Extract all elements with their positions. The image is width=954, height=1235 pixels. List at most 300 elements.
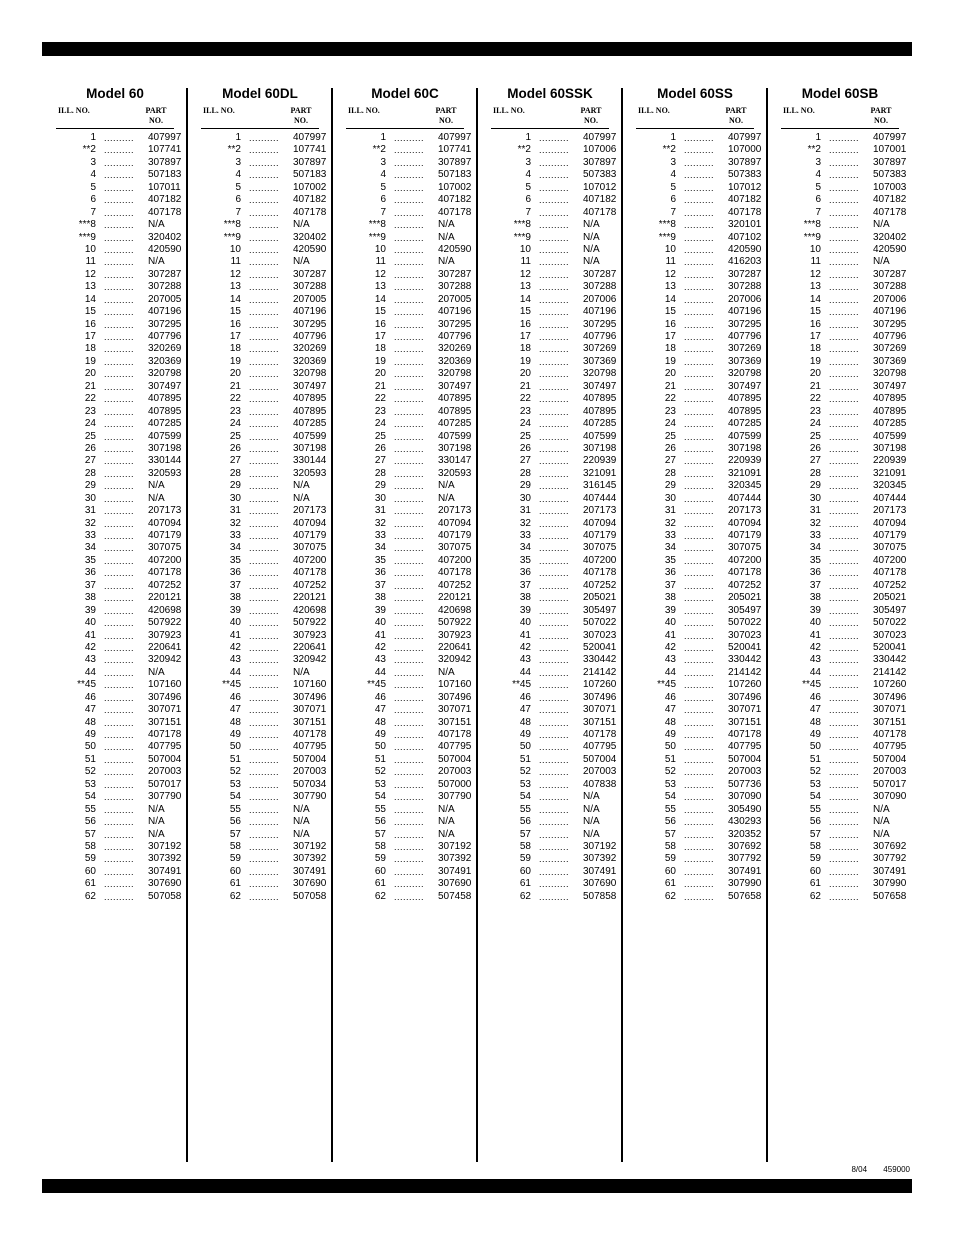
list-item [56, 530, 184, 542]
leader-dots: .......... [394, 854, 425, 865]
list-item [636, 580, 764, 592]
leader-dots: .......... [249, 605, 280, 616]
part-number: 507183 [293, 169, 327, 181]
ill-number: 40 [519, 617, 531, 629]
leader-dots: .......... [394, 593, 425, 604]
leader-dots: .......... [539, 356, 570, 367]
leader-dots: .......... [104, 543, 135, 554]
part-number: 507736 [728, 778, 762, 790]
list-item [491, 418, 619, 430]
list-item [56, 431, 184, 443]
ill-number: 35 [809, 554, 821, 566]
part-number: 320798 [728, 368, 762, 380]
part-number: 307897 [728, 156, 762, 168]
ill-number: 30 [374, 492, 386, 504]
list-item [491, 555, 619, 567]
leader-dots: .......... [829, 642, 860, 653]
ill-number: 38 [374, 592, 386, 604]
part-number: 407796 [438, 331, 472, 342]
list-item [201, 455, 329, 467]
part-number: 214142 [728, 666, 762, 678]
leader-dots: .......... [104, 531, 135, 541]
part-number: 205021 [583, 592, 617, 604]
part-number: 407252 [148, 579, 182, 591]
parts-list [491, 132, 619, 903]
list-item [346, 829, 474, 841]
leader-dots: .......... [249, 356, 280, 367]
leader-dots: .......... [539, 866, 570, 877]
part-number: 307295 [728, 318, 762, 330]
list-item [781, 804, 909, 816]
part-number: 307269 [728, 343, 762, 355]
ill-number: **45 [77, 679, 96, 691]
leader-dots: .......... [394, 443, 425, 454]
list-item [56, 617, 184, 629]
list-item [201, 331, 329, 343]
list-item [781, 281, 909, 293]
list-item [56, 169, 184, 181]
list-item [56, 393, 184, 405]
part-number: 407178 [438, 567, 472, 579]
list-item [636, 418, 764, 430]
list-item [781, 319, 909, 331]
ill-number: **45 [512, 679, 531, 691]
leader-dots: .......... [104, 195, 135, 206]
ill-number: 7 [815, 206, 821, 218]
list-item [56, 841, 184, 853]
part-number: 507004 [873, 753, 907, 765]
leader-dots: .......... [394, 282, 425, 293]
list-item [491, 804, 619, 816]
part-number: 407179 [583, 530, 617, 541]
ill-number: 47 [519, 704, 531, 716]
leader-dots: .......... [684, 307, 715, 318]
part-number: 407895 [148, 405, 182, 417]
list-item [491, 592, 619, 604]
ill-number: 61 [519, 878, 531, 890]
leader-dots: .......... [539, 779, 570, 790]
column-divider [186, 88, 188, 1162]
list-item [56, 555, 184, 567]
ill-number: ***8 [223, 219, 241, 231]
list-item [781, 468, 909, 480]
leader-dots: .......... [539, 493, 570, 504]
part-number: N/A [438, 492, 455, 504]
part-number: N/A [438, 816, 455, 828]
list-item [636, 667, 764, 679]
leader-dots: .......... [104, 319, 135, 330]
ill-number: 62 [229, 890, 241, 902]
ill-number: 16 [664, 318, 676, 330]
ill-number: 31 [664, 505, 676, 517]
ill-number: 36 [84, 567, 96, 579]
ill-number: 24 [519, 418, 531, 430]
list-item [201, 829, 329, 841]
list-item [781, 853, 909, 865]
list-item [56, 654, 184, 666]
leader-dots: .......... [394, 232, 425, 243]
list-item [636, 505, 764, 517]
part-number: 207006 [728, 293, 762, 305]
leader-dots: .......... [539, 207, 570, 218]
leader-dots: .......... [684, 817, 715, 828]
part-number: 320402 [873, 231, 907, 243]
list-item [781, 256, 909, 268]
list-item [346, 132, 474, 144]
part-number: 320798 [293, 368, 327, 380]
ill-number: ***9 [658, 231, 676, 243]
list-item [491, 717, 619, 729]
list-item [346, 368, 474, 380]
ill-number: 33 [664, 530, 676, 541]
list-item [491, 829, 619, 841]
list-item [491, 729, 619, 741]
part-number: 307897 [873, 156, 907, 168]
leader-dots: .......... [539, 294, 570, 305]
leader-dots: .......... [829, 518, 860, 529]
leader-dots: .......... [684, 630, 715, 641]
ill-number: 57 [229, 828, 241, 840]
leader-dots: .......... [539, 157, 570, 168]
leader-dots: .......... [829, 332, 860, 342]
leader-dots: .......... [539, 282, 570, 293]
list-item [346, 542, 474, 554]
leader-dots: .......... [539, 170, 570, 181]
list-item [201, 841, 329, 853]
part-number: 307497 [873, 380, 907, 392]
list-item [201, 194, 329, 206]
leader-dots: .......... [394, 381, 425, 392]
list-item [491, 704, 619, 716]
part-number: 107260 [728, 679, 762, 691]
part-number: 107741 [438, 144, 472, 156]
leader-dots: .......... [249, 493, 280, 504]
part-number: 307897 [293, 156, 327, 168]
leader-dots: .......... [394, 394, 425, 405]
part-number: 107012 [583, 181, 617, 193]
leader-dots: .......... [394, 307, 425, 318]
part-number: N/A [438, 828, 455, 840]
list-item [346, 642, 474, 654]
list-item [491, 679, 619, 691]
ill-number: 40 [374, 617, 386, 629]
ill-number: 4 [670, 169, 676, 181]
ill-number: 43 [229, 654, 241, 666]
ill-number: 53 [809, 778, 821, 790]
leader-dots: .......... [104, 145, 135, 156]
leader-dots: .......... [394, 568, 425, 579]
leader-dots: .......... [539, 269, 570, 280]
part-number: 320798 [438, 368, 472, 380]
list-item [201, 393, 329, 405]
leader-dots: .......... [249, 767, 280, 778]
list-item [781, 331, 909, 343]
part-number: 107006 [583, 144, 617, 156]
part-number: 407178 [293, 206, 327, 218]
column-header [346, 106, 464, 129]
list-item [346, 692, 474, 704]
leader-dots: .......... [249, 555, 280, 566]
column-divider [476, 88, 478, 1162]
part-number: 330147 [438, 455, 472, 467]
list-item [781, 891, 909, 903]
list-item [56, 269, 184, 281]
leader-dots: .......... [829, 680, 860, 691]
column-divider [331, 88, 333, 1162]
part-number: 407182 [583, 194, 617, 206]
part-number: 407796 [728, 331, 762, 342]
leader-dots: .......... [249, 742, 280, 753]
list-item [346, 667, 474, 679]
ill-number: 16 [519, 318, 531, 330]
part-number: 307392 [148, 853, 182, 865]
list-item [636, 741, 764, 753]
part-number: N/A [148, 666, 165, 678]
leader-dots: .......... [104, 282, 135, 293]
part-number: 107160 [148, 679, 182, 691]
ill-number: 24 [809, 418, 821, 430]
leader-dots: .......... [539, 431, 570, 442]
ill-number: ***8 [78, 219, 96, 231]
ill-number: 39 [664, 604, 676, 616]
part-number: 407196 [873, 306, 907, 318]
part-number: 330442 [728, 654, 762, 666]
part-number: 420590 [728, 243, 762, 255]
part-number: 420590 [438, 243, 472, 255]
ill-number: 36 [664, 567, 676, 579]
ill-number: 53 [374, 778, 386, 790]
list-item [491, 741, 619, 753]
list-item [781, 630, 909, 642]
ill-number: 29 [229, 480, 241, 492]
ill-number: ***8 [658, 219, 676, 231]
list-item [56, 381, 184, 393]
list-item [781, 754, 909, 766]
list-item [56, 704, 184, 716]
leader-dots: .......... [829, 767, 860, 778]
leader-dots: .......... [539, 817, 570, 828]
part-number: 407599 [148, 430, 182, 442]
part-number: 207005 [438, 293, 472, 305]
model-title: Model 60SS [657, 86, 733, 101]
ill-number: 33 [84, 530, 96, 541]
part-number: 507058 [293, 890, 327, 902]
list-item [491, 518, 619, 530]
ill-number: 51 [84, 753, 96, 765]
leader-dots: .......... [829, 406, 860, 417]
list-item [491, 132, 619, 144]
list-item [636, 431, 764, 443]
leader-dots: .......... [539, 730, 570, 740]
list-item [201, 878, 329, 890]
ill-number: 43 [84, 654, 96, 666]
part-number: 320798 [148, 368, 182, 380]
ill-number: 40 [664, 617, 676, 629]
leader-dots: .......... [104, 593, 135, 604]
part-number: 307288 [148, 281, 182, 293]
list-item [346, 530, 474, 542]
model-column [491, 86, 619, 903]
bottom-rule [42, 1179, 912, 1193]
part-number: 407179 [148, 530, 182, 541]
list-item [491, 169, 619, 181]
ill-number: 6 [380, 194, 386, 206]
leader-dots: .......... [104, 506, 135, 517]
ill-number: 46 [809, 691, 821, 703]
leader-dots: .......... [829, 593, 860, 604]
leader-dots: .......... [539, 754, 570, 765]
leader-dots: .......... [539, 232, 570, 243]
ill-number: 11 [520, 256, 531, 268]
part-number: 320798 [583, 368, 617, 380]
leader-dots: .......... [104, 829, 135, 840]
leader-dots: .......... [829, 618, 860, 629]
leader-dots: .......... [539, 767, 570, 778]
ill-number: **45 [802, 679, 821, 691]
leader-dots: .......... [829, 655, 860, 666]
ill-number: 27 [519, 455, 531, 467]
part-number: 407178 [583, 206, 617, 218]
column-divider [621, 88, 623, 1162]
leader-dots: .......... [104, 381, 135, 392]
part-number: 407796 [583, 331, 617, 342]
ill-number: 3 [525, 156, 531, 168]
list-item [636, 891, 764, 903]
ill-number: 61 [374, 878, 386, 890]
model-column [636, 86, 764, 903]
leader-dots: .......... [249, 170, 280, 181]
leader-dots: .......... [539, 531, 570, 541]
part-number: 507183 [438, 169, 472, 181]
leader-dots: .......... [394, 779, 425, 790]
list-item [201, 468, 329, 480]
list-item [636, 542, 764, 554]
part-number: 507017 [148, 778, 182, 790]
ill-number: 34 [519, 542, 531, 554]
ill-number: **45 [657, 679, 676, 691]
list-item [56, 679, 184, 691]
leader-dots: .......... [104, 618, 135, 629]
list-item [781, 418, 909, 430]
ill-number: 27 [374, 455, 386, 467]
leader-dots: .......... [394, 518, 425, 529]
list-item [781, 157, 909, 169]
ill-number: 35 [374, 554, 386, 566]
ill-number: 5 [670, 181, 676, 193]
list-item [491, 381, 619, 393]
part-number: 407200 [438, 554, 472, 566]
part-number: 420590 [293, 243, 327, 255]
leader-dots: .......... [539, 344, 570, 355]
part-number: 307151 [293, 716, 327, 728]
leader-dots: .......... [394, 207, 425, 218]
leader-dots: .......... [684, 157, 715, 168]
leader-dots: .......... [684, 518, 715, 529]
part-number: 407178 [873, 206, 907, 218]
list-item [491, 580, 619, 592]
part-number: 507004 [148, 753, 182, 765]
list-item [201, 530, 329, 542]
ill-number: 41 [84, 629, 96, 641]
ill-number: 10 [664, 243, 676, 255]
ill-number: 1 [380, 132, 386, 143]
part-number: 307071 [728, 704, 762, 716]
ill-number: 28 [374, 467, 386, 479]
list-item [636, 194, 764, 206]
leader-dots: .......... [104, 269, 135, 280]
leader-dots: .......... [249, 717, 280, 728]
leader-dots: .......... [829, 717, 860, 728]
ill-number: 19 [84, 355, 96, 367]
part-number: 307198 [438, 442, 472, 454]
part-number: 307151 [583, 716, 617, 728]
ill-number: 60 [519, 865, 531, 877]
part-number: 307198 [873, 442, 907, 454]
part-number: 407997 [728, 132, 762, 143]
part-label-line1: PART [725, 106, 747, 115]
part-number: 407178 [438, 729, 472, 740]
ill-number: 53 [664, 778, 676, 790]
leader-dots: .......... [829, 580, 860, 591]
ill-number: 40 [809, 617, 821, 629]
leader-dots: .......... [249, 667, 280, 678]
leader-dots: .......... [249, 294, 280, 305]
part-number: 307690 [438, 878, 472, 890]
leader-dots: .......... [829, 568, 860, 579]
ill-number: 1 [235, 132, 241, 143]
leader-dots: .......... [829, 170, 860, 181]
leader-dots: .......... [104, 705, 135, 716]
ill-number: 58 [229, 840, 241, 852]
list-item [636, 692, 764, 704]
list-item [781, 866, 909, 878]
part-number: 407795 [293, 741, 327, 753]
list-item [346, 406, 474, 418]
part-number: 407178 [148, 729, 182, 740]
part-number: 307496 [438, 691, 472, 703]
leader-dots: .......... [829, 667, 860, 678]
column-header [491, 106, 609, 129]
ill-number: 15 [519, 306, 531, 318]
ill-number: 61 [809, 878, 821, 890]
leader-dots: .......... [829, 854, 860, 865]
leader-dots: .......... [394, 157, 425, 168]
part-number: 307392 [293, 853, 327, 865]
part-number: 407182 [728, 194, 762, 206]
leader-dots: .......... [249, 145, 280, 156]
part-number: 220121 [293, 592, 327, 604]
list-item [781, 294, 909, 306]
list-item [781, 356, 909, 368]
ill-number: 18 [374, 343, 386, 355]
ill-number: 50 [84, 741, 96, 753]
ill-number: 43 [664, 654, 676, 666]
part-number: 316145 [583, 480, 617, 492]
ill-number: 15 [664, 306, 676, 318]
list-item [346, 891, 474, 903]
part-label-line2: NO. [584, 116, 598, 125]
list-item [346, 182, 474, 194]
leader-dots: .......... [829, 792, 860, 803]
leader-dots: .......... [539, 518, 570, 529]
leader-dots: .......... [684, 829, 715, 840]
leader-dots: .......... [104, 257, 135, 268]
leader-dots: .......... [684, 779, 715, 790]
part-number: 407178 [728, 206, 762, 218]
leader-dots: .......... [829, 829, 860, 840]
list-item [781, 542, 909, 554]
leader-dots: .......... [829, 182, 860, 193]
